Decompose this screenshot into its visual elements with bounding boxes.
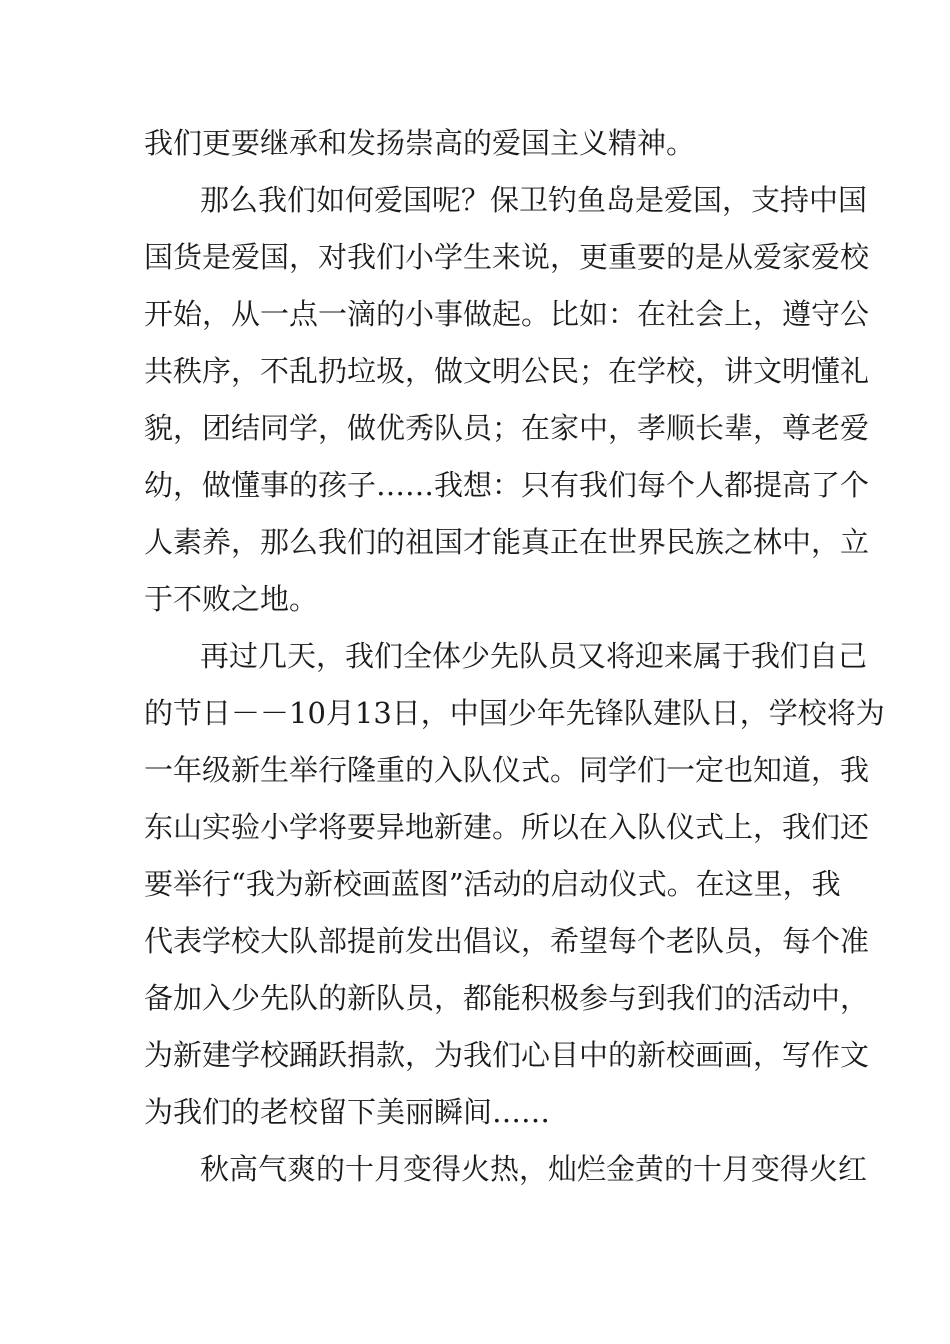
text-line: 再过几天，我们全体少先队员又将迎来属于我们自己 (200, 639, 868, 673)
text-line: 那么我们如何爱国呢？保卫钓鱼岛是爱国，支持中国 (200, 183, 868, 217)
text-line: 为我们的老校留下美丽瞬间…… (144, 1095, 551, 1129)
text-line: 秋高气爽的十月变得火热，灿烂金黄的十月变得火红 (200, 1152, 868, 1186)
text-line: 的节日－－10月13日，中国少年先锋队建队日，学校将为 (144, 696, 885, 730)
text-line: 一年级新生举行隆重的入队仪式。同学们一定也知道，我 (144, 753, 870, 787)
text-line: 要举行“我为新校画蓝图”活动的启动仪式。在这里，我 (144, 867, 841, 901)
text-line: 幼，做懂事的孩子……我想：只有我们每个人都提高了个 (144, 468, 870, 502)
text-line: 貌，团结同学，做优秀队员；在家中，孝顺长辈，尊老爱 (144, 411, 870, 445)
text-line: 东山实验小学将要异地新建。所以在入队仪式上，我们还 (144, 810, 870, 844)
text-line: 我们更要继承和发扬崇高的爱国主义精神。 (144, 126, 696, 160)
text-line: 共秩序，不乱扔垃圾，做文明公民；在学校，讲文明懂礼 (144, 354, 870, 388)
text-line: 备加入少先队的新队员，都能积极参与到我们的活动中， (144, 981, 870, 1015)
text-line: 代表学校大队部提前发出倡议，希望每个老队员，每个准 (144, 924, 870, 958)
text-line: 国货是爱国，对我们小学生来说，更重要的是从爱家爱校 (144, 240, 870, 274)
text-line: 开始，从一点一滴的小事做起。比如：在社会上，遵守公 (144, 297, 870, 331)
text-line: 为新建学校踊跃捐款，为我们心目中的新校画画，写作文 (144, 1038, 870, 1072)
text-line: 于不败之地。 (144, 582, 319, 616)
text-line: 人素养，那么我们的祖国才能真正在世界民族之林中，立 (144, 525, 870, 559)
